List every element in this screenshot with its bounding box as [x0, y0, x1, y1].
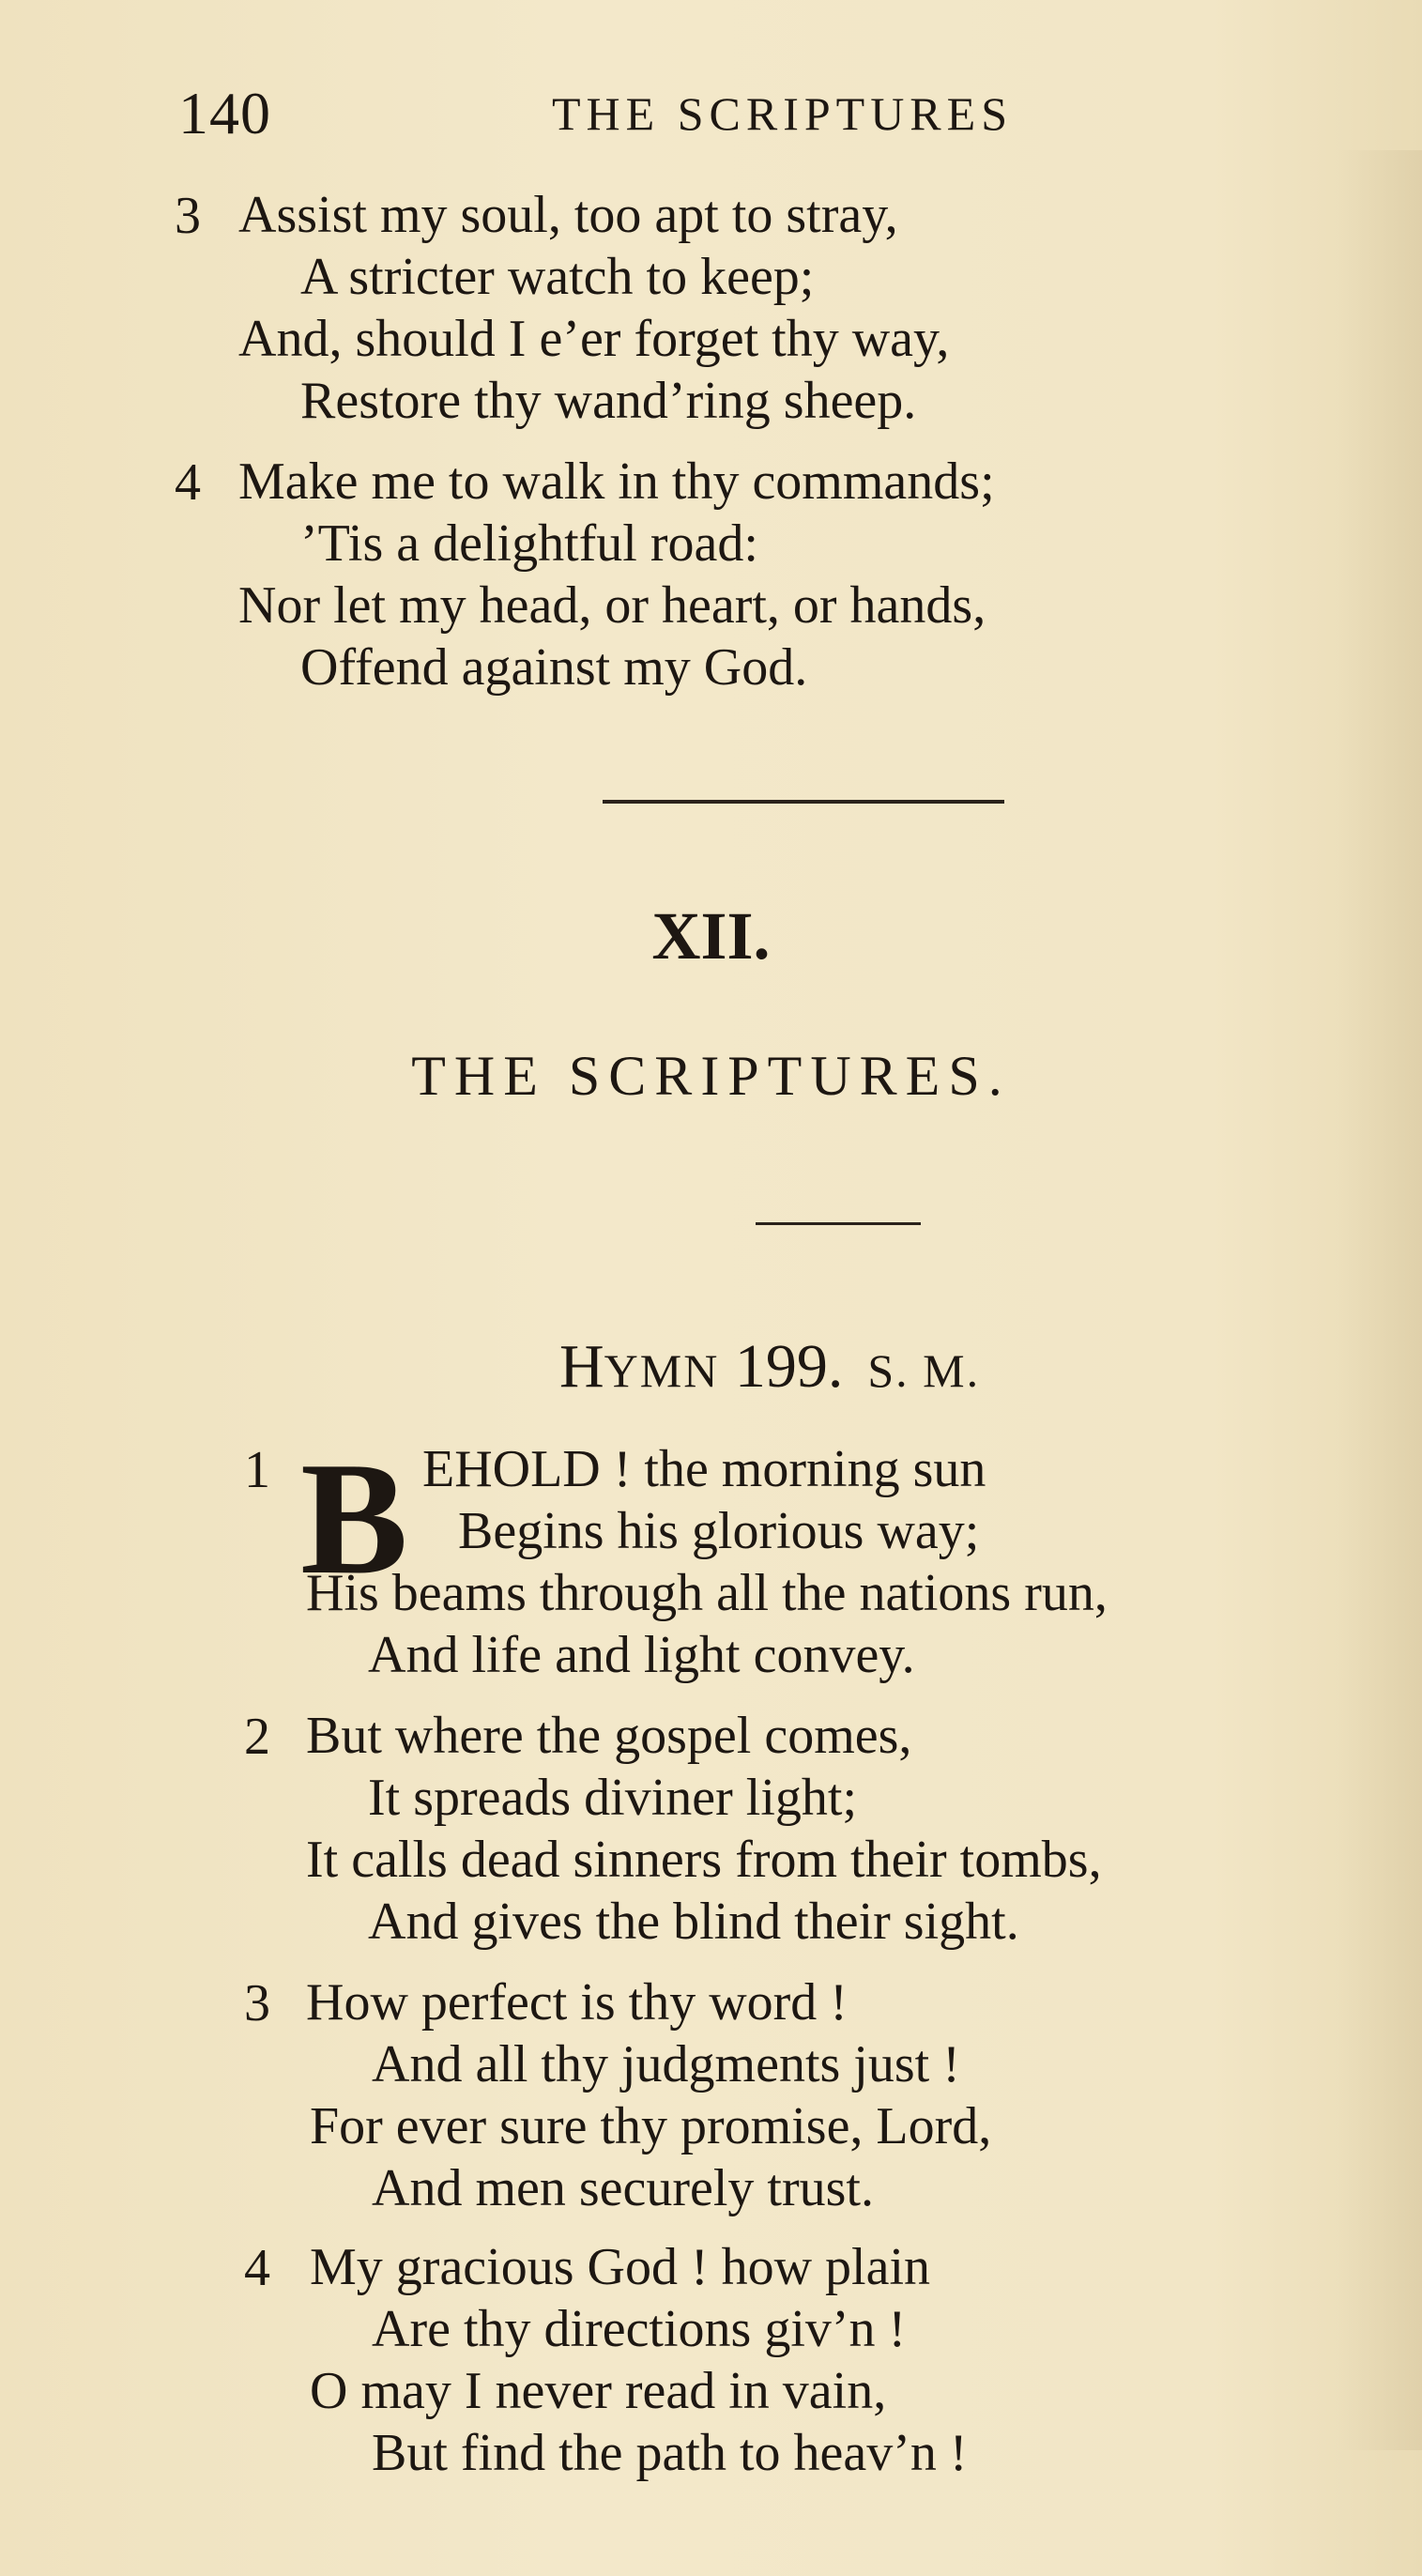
hymn-label-initial: H [559, 1332, 604, 1401]
verse-line: Make me to walk in thy commands; [238, 452, 995, 511]
verse-line: And life and light convey. [368, 1626, 915, 1684]
divider-rule [603, 800, 1004, 804]
drop-cap: B [300, 1430, 408, 1608]
verse-line: EHOLD ! the morning sun [422, 1440, 986, 1498]
section-title: THE SCRIPTURES. [411, 1045, 1011, 1107]
verse-line: A stricter watch to keep; [300, 248, 815, 306]
running-title: THE SCRIPTURES [552, 87, 1014, 140]
hymn-number: 199. [734, 1332, 844, 1401]
stanza-number: 3 [175, 187, 201, 245]
stanza-number: 4 [244, 2239, 270, 2297]
hymn-title [559, 1331, 980, 1403]
verse-line: It spreads diviner light; [368, 1769, 858, 1827]
verse-line: ’Tis a delightful road: [300, 514, 758, 573]
section-number: XII. [651, 898, 771, 974]
verse-line: Are thy directions giv’n ! [372, 2300, 907, 2358]
verse-line: For ever sure thy promise, Lord, [310, 2097, 992, 2155]
stanza-number: 2 [244, 1708, 270, 1766]
stanza-number: 1 [244, 1441, 270, 1499]
page-number: 140 [178, 80, 271, 146]
verse-line: Offend against my God. [300, 638, 808, 697]
page-shadow [1338, 150, 1422, 2450]
verse-line: O may I never read in vain, [310, 2362, 887, 2420]
stanza-number: 3 [244, 1974, 270, 2032]
verse-line: How perfect is thy word ! [306, 1973, 848, 2032]
verse-line: Restore thy wand’ring sheep. [300, 372, 917, 430]
verse-line: And, should I e’er forget thy way, [238, 310, 950, 368]
verse-line: And gives the blind their sight. [368, 1893, 1019, 1951]
stanza-number: 4 [175, 453, 201, 512]
verse-line: My gracious God ! how plain [310, 2238, 931, 2296]
divider-rule [756, 1222, 921, 1225]
verse-line: But where the gospel comes, [306, 1707, 912, 1765]
verse-line: Nor let my head, or heart, or hands, [238, 576, 986, 635]
verse-line: But find the path to heav’n ! [372, 2424, 968, 2482]
hymn-meter: S. M. [867, 1344, 981, 1397]
hymn-label-rest: YMN [604, 1344, 720, 1397]
verse-line: It calls dead sinners from their tombs, [306, 1831, 1102, 1889]
verse-line: Begins his glorious way; [458, 1502, 980, 1560]
verse-line: His beams through all the nations run, [306, 1564, 1108, 1622]
verse-line: And all thy judgments just ! [372, 2035, 960, 2093]
verse-line: Assist my soul, too apt to stray, [238, 186, 898, 244]
verse-line: And men securely trust. [372, 2159, 874, 2217]
